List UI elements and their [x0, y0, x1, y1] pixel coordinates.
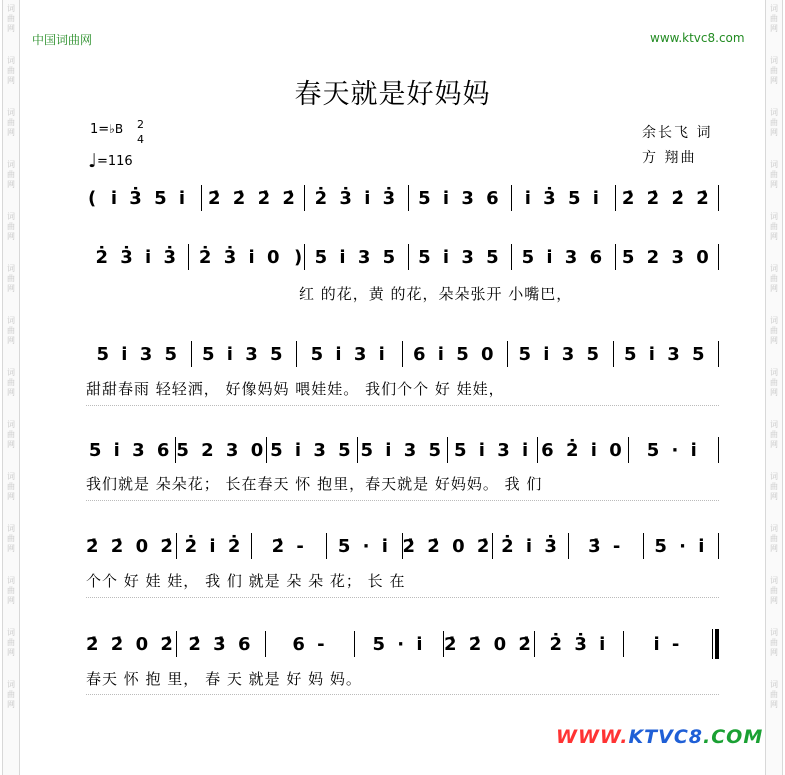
measure: 3̇ - [588, 535, 624, 557]
watermark-text: 词曲网 [770, 316, 778, 345]
quarter-note-icon: ♩ [88, 150, 97, 172]
measure: 6 - [292, 633, 328, 655]
measure: 2̇ 2̇ 0 2̇ [444, 633, 534, 655]
measure: 5 i̇ 3 6 [88, 439, 173, 461]
watermark-text: 词曲网 [7, 108, 15, 137]
watermark-text: 词曲网 [7, 472, 15, 501]
watermark-text: 词曲网 [770, 56, 778, 85]
bar-line [718, 533, 719, 559]
lyric-line-3: 我们就是 朵朵花； 长在春天 怀 抱里，春天就是 好妈妈。 我 们 [86, 475, 543, 493]
measure: 5 i̇ 3 5 [360, 439, 445, 461]
score-row-3 [86, 340, 719, 368]
measure: 5 i̇ 3 5 [270, 439, 354, 461]
watermark-text: 词曲网 [770, 472, 778, 501]
row-separator [86, 597, 719, 606]
watermark-text: 词曲网 [770, 680, 778, 709]
bar-line [718, 437, 719, 463]
measure: i̇ - [653, 633, 683, 655]
measure: 5 i̇ 3 5 [96, 343, 181, 365]
measure: 2̇ i̇ 3̇ [501, 535, 560, 557]
watermark-text: 词曲网 [7, 524, 15, 553]
watermark-text: 词曲网 [770, 524, 778, 553]
measure: 5 i̇ 3 5 [518, 343, 603, 365]
logo-part-www: WWW. [556, 726, 629, 748]
repeat-close-paren: ) [293, 246, 303, 268]
final-barline [712, 629, 719, 659]
composer-credit: 方 翔曲 [642, 150, 697, 166]
measure: 5 2 3 0 [176, 439, 267, 461]
site-logo[interactable] [556, 726, 763, 748]
repeat-open-paren: ( [88, 187, 97, 209]
measure: 5 i̇ 3 6 [418, 187, 502, 209]
watermark-text: 词曲网 [770, 576, 778, 605]
watermark-text: 词曲网 [7, 264, 15, 293]
key-signature [90, 122, 123, 137]
tempo-marking [88, 150, 133, 172]
key-flat: ♭B [109, 122, 124, 136]
measure: i̇ 3̇ 5 i̇ [110, 187, 189, 209]
watermark-text: 词曲网 [7, 316, 15, 345]
lyric-line-5: 春天 怀 抱 里， 春 天 就是 好 妈 妈。 [86, 670, 362, 688]
watermark-text: 词曲网 [7, 56, 15, 85]
measure: 5 · i̇ [646, 439, 700, 461]
measure: 2̇ i̇ 2̇ [184, 535, 244, 557]
left-watermark-strip [2, 0, 20, 775]
measure: 5 i̇ 3 i̇ [454, 439, 532, 461]
watermark-text: 词曲网 [770, 264, 778, 293]
measure: 5 i̇ 3 5 [201, 343, 286, 365]
watermark-text: 词曲网 [7, 576, 15, 605]
time-signature [137, 117, 144, 147]
right-watermark-strip [765, 0, 783, 775]
measure: 5 i̇ 3 5 [623, 343, 708, 365]
watermark-text: 词曲网 [770, 160, 778, 189]
measure: 5 i̇ 3 5 [418, 246, 502, 268]
time-signature-bottom: 4 [137, 133, 144, 146]
watermark-text: 词曲网 [770, 212, 778, 241]
watermark-text: 词曲网 [770, 420, 778, 449]
measure: 2̇ 3̇ i̇ 0 [198, 246, 283, 268]
key-label: 1= [90, 122, 110, 137]
bar-line [718, 244, 719, 270]
measure: 2̇ 3̇ i̇ [549, 633, 609, 655]
measure: 5 2 3 0 [621, 246, 712, 268]
tempo-value: =116 [96, 154, 133, 169]
measure: 2̇ 3̇ 6 [188, 633, 254, 655]
row-separator [86, 405, 719, 414]
lyricist-credit: 余长飞 词 [642, 125, 713, 141]
measure: 2̇ 3̇ i̇ 3̇ [95, 246, 179, 268]
measure: 5 i̇ 3 6 [521, 246, 606, 268]
song-title: 春天就是好妈妈 [294, 79, 491, 110]
watermark-text: 词曲网 [7, 4, 15, 33]
watermark-text: 词曲网 [770, 628, 778, 657]
site-name-link[interactable]: 中国词曲网 [32, 33, 93, 47]
measure: i̇ 3̇ 5 i̇ [524, 187, 602, 209]
measure: 5 i̇ 3 5 [314, 246, 399, 268]
watermark-text: 词曲网 [7, 368, 15, 397]
measure: 2̇ 2̇ 0 2̇ [402, 535, 493, 557]
lyric-line-1: 红 的花，黄 的花，朵朵张开 小嘴巴， [299, 285, 573, 303]
bar-line [718, 185, 719, 211]
measure: 6 i̇ 5 0 [412, 343, 497, 365]
lyric-line-2: 甜甜春雨 轻轻洒， 好像妈妈 喂娃娃。 我们个个 好 娃娃， [86, 380, 505, 398]
watermark-text: 词曲网 [770, 4, 778, 33]
measure: 2̇ 2̇ 0 2̇ [86, 535, 176, 557]
score-row-6 [86, 630, 719, 658]
measure: 5 · i̇ [337, 535, 391, 557]
measure: 5 i̇ 3 i̇ [310, 343, 388, 365]
time-signature-top: 2 [137, 118, 144, 131]
logo-part-domain: .COM [703, 726, 764, 748]
logo-part-brand: KTVC8 [628, 726, 704, 748]
watermark-text: 词曲网 [7, 160, 15, 189]
watermark-text: 词曲网 [770, 368, 778, 397]
score-row-1 [86, 184, 719, 212]
score-row-2 [86, 243, 719, 271]
row-separator [86, 500, 719, 509]
bar-line [718, 341, 719, 367]
measure: 2̇ 2̇ 2̇ 2̇ [621, 187, 712, 209]
watermark-text: 词曲网 [7, 680, 15, 709]
measure: 5 · i̇ [372, 633, 426, 655]
score-row-4 [86, 436, 719, 464]
measure: 2̇ - [271, 535, 307, 557]
measure: 2̇ 3̇ i̇ 3̇ [314, 187, 399, 209]
watermark-text: 词曲网 [770, 108, 778, 137]
site-url-link[interactable]: www.ktvc8.com [650, 31, 745, 45]
watermark-text: 词曲网 [7, 628, 15, 657]
measure: 2̇ 2̇ 2̇ 2̇ [207, 187, 298, 209]
measure: 6 2̇ i̇ 0 [541, 439, 625, 461]
row-separator [86, 694, 719, 703]
watermark-text: 词曲网 [7, 212, 15, 241]
watermark-text: 词曲网 [7, 420, 15, 449]
lyric-line-4: 个个 好 娃 娃， 我 们 就是 朵 朵 花； 长 在 [86, 572, 406, 590]
score-row-5 [86, 532, 719, 560]
measure: 5 · i̇ [654, 535, 708, 557]
measure: 2̇ 2̇ 0 2̇ [86, 633, 176, 655]
